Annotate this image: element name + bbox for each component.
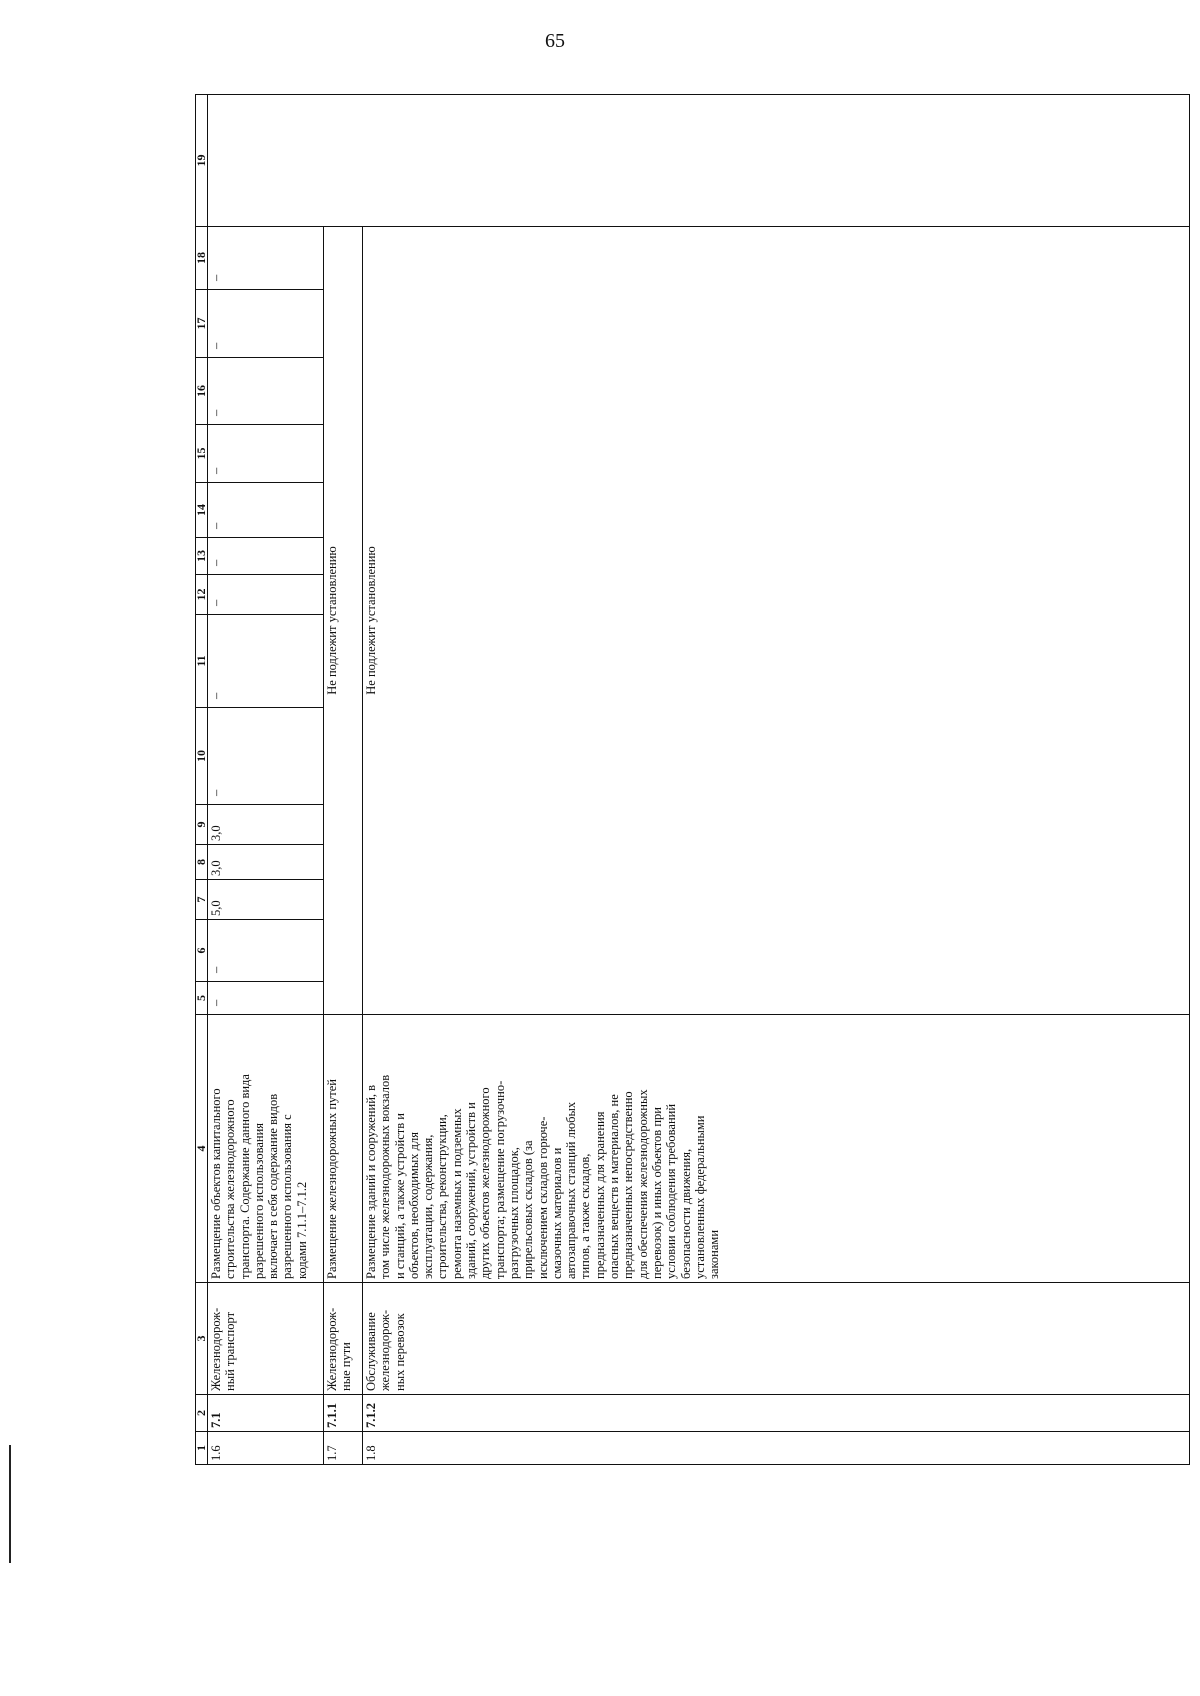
column-header-11: 11 [196,615,208,708]
column-header-6: 6 [196,920,208,982]
value-cell-8: 3,0 [208,845,324,880]
value-cell-6: – [208,920,324,982]
row-number: 1.7 [324,1432,363,1465]
column-header-2: 2 [196,1395,208,1432]
column-header-19: 19 [196,95,208,227]
column-header-13: 13 [196,538,208,575]
value-cell-9: 3,0 [208,805,324,845]
value-cell-5: – [208,982,324,1015]
row-description: Размещение железнодорожных путей [324,1015,363,1283]
value-cell-12: – [208,575,324,615]
value-cell-14: – [208,483,324,538]
rotated-table-container [195,95,1190,1465]
value-cell-17: – [208,290,324,358]
column-header-5: 5 [196,982,208,1015]
column-header-10: 10 [196,708,208,805]
value-cell-19 [208,95,1190,227]
column-header-14: 14 [196,483,208,538]
land-use-table [195,94,1190,1465]
header-row [196,95,208,1465]
column-header-8: 8 [196,845,208,880]
merged-value-cell: Не подлежит установлению [363,227,1190,1015]
table-row [363,95,1190,1465]
row-name: Железнодорож- ный транспорт [208,1283,324,1395]
column-header-17: 17 [196,290,208,358]
value-cell-13: – [208,538,324,575]
row-code: 7.1.1 [324,1395,363,1432]
column-header-3: 3 [196,1283,208,1395]
value-cell-11: – [208,615,324,708]
column-header-9: 9 [196,805,208,845]
row-name: Железнодорож- ные пути [324,1283,363,1395]
table-row [208,95,324,1465]
row-code: 7.1.2 [363,1395,1190,1432]
value-cell-16: – [208,358,324,425]
column-header-12: 12 [196,575,208,615]
table-row [324,95,363,1465]
value-cell-10: – [208,708,324,805]
value-cell-7: 5,0 [208,880,324,920]
column-header-1: 1 [196,1432,208,1465]
merged-value-cell: Не подлежит установлению [324,227,363,1015]
page-number: 65 [545,30,565,52]
scan-artifact-line [9,1445,11,1563]
column-header-18: 18 [196,227,208,290]
row-description: Размещение зданий и сооружений, в том числе железнодорожных вокзалов и станций, а также устройств и объектов, необходимых для эксплуатации, содержания, строительства, реконструкции, ремонта наземных и подземных зданий, сооружений, устройств и других объектов железнодорожного транспорта; размещение погрузочно- разгрузочных площадок, прирельсовых складов (за исключением складов горюче- смазочных материалов и автозаправочных станций любых типов, а также складов, предназначенных для хранения опасных веществ и материалов, не предназначенных непосредственно для обеспечения железнодорожных перевозок) и иных объектов при условии соблюдения требований безопасности движения, установленных федеральными законами [363,1015,1190,1283]
column-header-7: 7 [196,880,208,920]
row-name: Обслуживание железнодорож- ных перевозок [363,1283,1190,1395]
row-number: 1.8 [363,1432,1190,1465]
column-header-4: 4 [196,1015,208,1283]
row-description: Размещение объектов капитального строительства железнодорожного транспорта. Содержание данного вида разрешенного использования включает в себя содержание видов разрешенного использования с кодами 7.1.1–7.1.2 [208,1015,324,1283]
row-code: 7.1 [208,1395,324,1432]
value-cell-18: – [208,227,324,290]
row-number: 1.6 [208,1432,324,1465]
value-cell-15: – [208,425,324,483]
column-header-15: 15 [196,425,208,483]
column-header-16: 16 [196,358,208,425]
